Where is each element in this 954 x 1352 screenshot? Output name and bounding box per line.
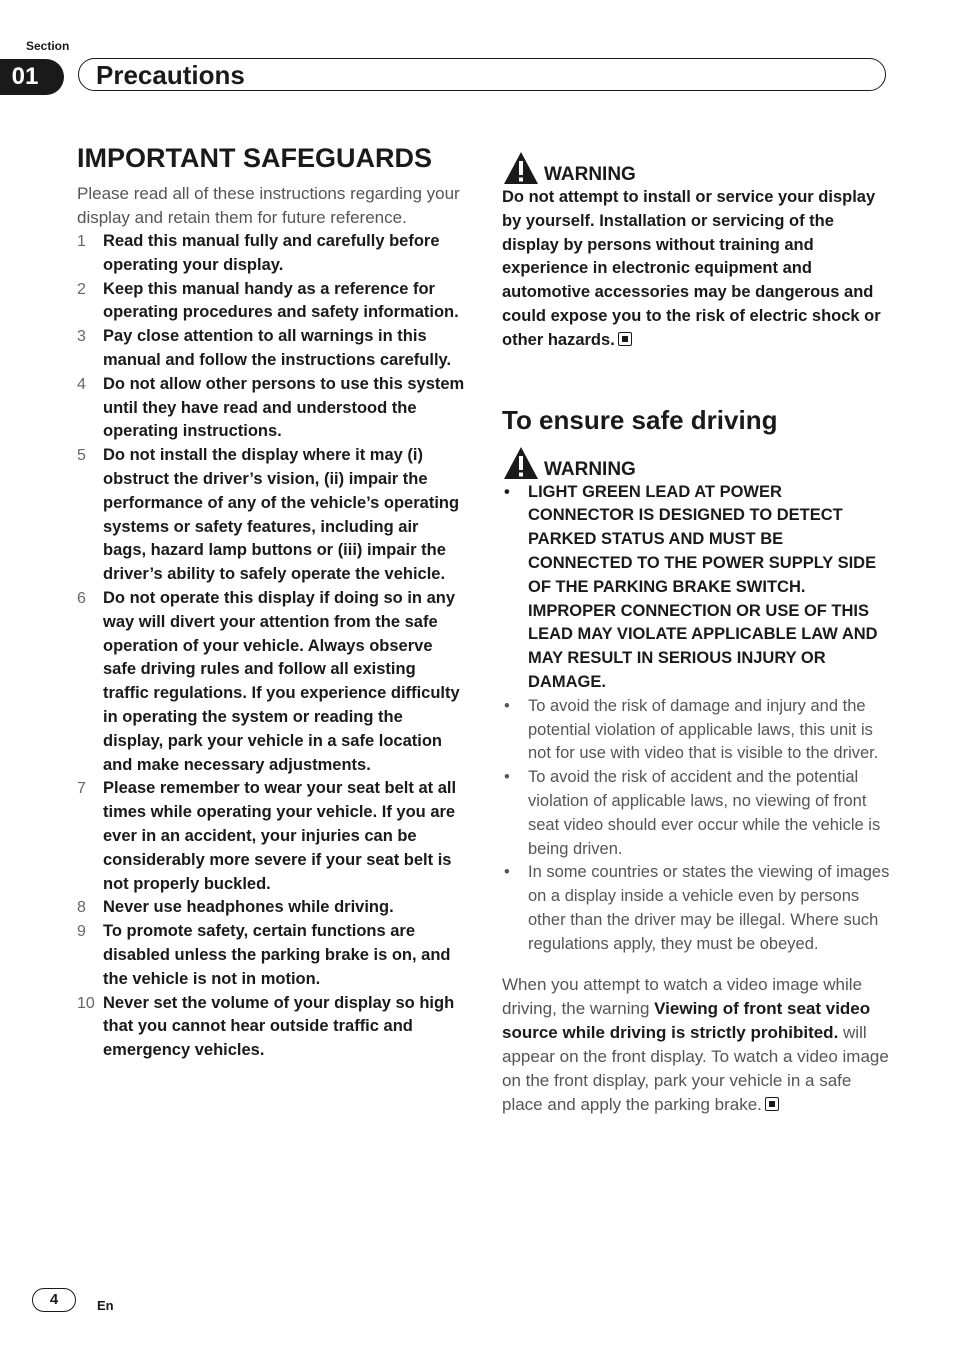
item-number: 10 (77, 994, 95, 1012)
list-item (502, 481, 890, 695)
item-number: 2 (77, 280, 86, 298)
item-number: 8 (77, 899, 86, 917)
end-mark-icon (765, 1097, 779, 1111)
closing-text-1: When you attempt to watch a video image while driving, the warning (502, 974, 863, 1018)
intro-text: Please read all of these instructions regarding your display and retain them for future reference. (77, 184, 460, 227)
bullet-text: To avoid the risk of accident and the potential violation of applicable laws, no viewing of front seat video should ever occur while the vehicle is being driven. (528, 768, 881, 858)
list-item (77, 444, 465, 587)
warning-header (502, 441, 890, 481)
item-number: 1 (77, 233, 86, 250)
item-text: Do not allow other persons to use this system until they have read and understood the operating instructions. (103, 374, 465, 441)
safe-driving-heading: To ensure safe driving (502, 404, 778, 435)
warning-bullets (502, 481, 890, 957)
warning-triangle-icon (502, 150, 540, 186)
warning-triangle-icon (502, 445, 540, 481)
list-item (77, 992, 465, 1063)
end-mark-icon (618, 332, 632, 346)
list-item (77, 587, 465, 777)
warning-text-content: Do not attempt to install or service your display by yourself. Installation or servicing of the display by persons without training and experience in electronic equipment and automotive accessories may be dangerous and could expose you to the risk of electric shock or other hazards. (502, 188, 881, 349)
bullet-icon: • (504, 696, 510, 715)
bullet-icon: • (504, 482, 510, 501)
item-text: Pay close attention to all warnings in this manual and follow the instructions carefully. (103, 327, 452, 369)
bullet-icon: • (504, 768, 510, 787)
section-number: 01 (0, 59, 64, 95)
important-safeguards-title: IMPORTANT SAFEGUARDS (77, 143, 432, 173)
closing-text-2: will appear on the front display. To watch a video image on the front display, park your vehicle in a safe place and apply the parking brake. (502, 1022, 889, 1114)
language-code: En (97, 1298, 114, 1313)
list-item (77, 777, 465, 896)
closing-paragraph (502, 973, 890, 1117)
bullet-icon: • (504, 863, 510, 882)
item-text: Read this manual fully and carefully before operating your display. (103, 232, 440, 274)
list-item (502, 861, 890, 956)
list-item (77, 325, 465, 373)
warning-header (502, 146, 890, 186)
item-text: Do not install the display where it may (i) obstruct the driver’s vision, (ii) impair the performance of any of the vehicle’s operating systems or safety features, including air bags, hazard lamp buttons or (iii) impair the driver’s ability to safely operate the vehicle. (103, 446, 460, 584)
item-text: Never set the volume of your display so high that you cannot hear outside traffic and emergency vehicles. (103, 993, 455, 1060)
list-item (77, 230, 465, 278)
item-text: Please remember to wear your seat belt at all times while operating your vehicle. If you are ever in an accident, your injuries can be considerably more severe if your seat belt is not properly buckled. (103, 779, 457, 893)
bullet-text: To avoid the risk of damage and injury and the potential violation of applicable laws, this unit is not for use with video that is visible to the driver. (528, 696, 879, 763)
warning-label: WARNING (544, 164, 636, 185)
list-item (77, 278, 465, 326)
section-title: Precautions (96, 60, 245, 90)
item-number: 5 (77, 447, 86, 465)
item-text: To promote safety, certain functions are disabled unless the parking brake is on, and the vehicle is not in motion. (103, 922, 451, 988)
item-text: Never use headphones while driving. (103, 898, 394, 917)
item-number: 3 (77, 328, 86, 346)
list-item (77, 373, 465, 444)
right-column (502, 146, 890, 1117)
list-item (502, 695, 890, 766)
item-number: 9 (77, 923, 86, 941)
bullet-text: In some countries or states the viewing of images on a display inside a vehicle even by persons other than the driver may be illegal. Where such regulations apply, they must be obeyed. (528, 863, 890, 953)
left-column (77, 140, 465, 1063)
item-number: 7 (77, 780, 86, 798)
list-item (77, 920, 465, 991)
list-item (77, 896, 465, 920)
warning-label: WARNING (544, 458, 636, 480)
closing-warning-message: Viewing of front seat video source while driving is strictly prohibited. (502, 998, 871, 1042)
page-number: 4 (32, 1288, 76, 1312)
item-text: Do not operate this display if doing so in any way will divert your attention from the safe operation of your vehicle. Always observe safe driving rules and follow all existing traffic regulations. If you experience difficulty in operating the system or reading the display, park your vehicle in a safe location and make necessary adjustments. (103, 588, 460, 774)
safeguards-list (77, 230, 465, 1063)
warning-text (502, 186, 890, 353)
list-item (502, 766, 890, 861)
item-number: 6 (77, 589, 86, 607)
bullet-text: LIGHT GREEN LEAD AT POWER CONNECTOR IS DESIGNED TO DETECT PARKED STATUS AND MUST BE CONNECTED TO THE POWER SUPPLY SIDE OF THE PARKING BRAKE SWITCH. IMPROPER CONNECTION OR USE OF THIS LEAD MAY VIOLATE APPLICABLE LAW AND MAY RESULT IN SERIOUS INJURY OR DAMAGE. (528, 482, 878, 691)
section-label: Section (26, 39, 70, 53)
item-number: 4 (77, 375, 86, 393)
item-text: Keep this manual handy as a reference for operating procedures and safety information. (103, 279, 459, 322)
